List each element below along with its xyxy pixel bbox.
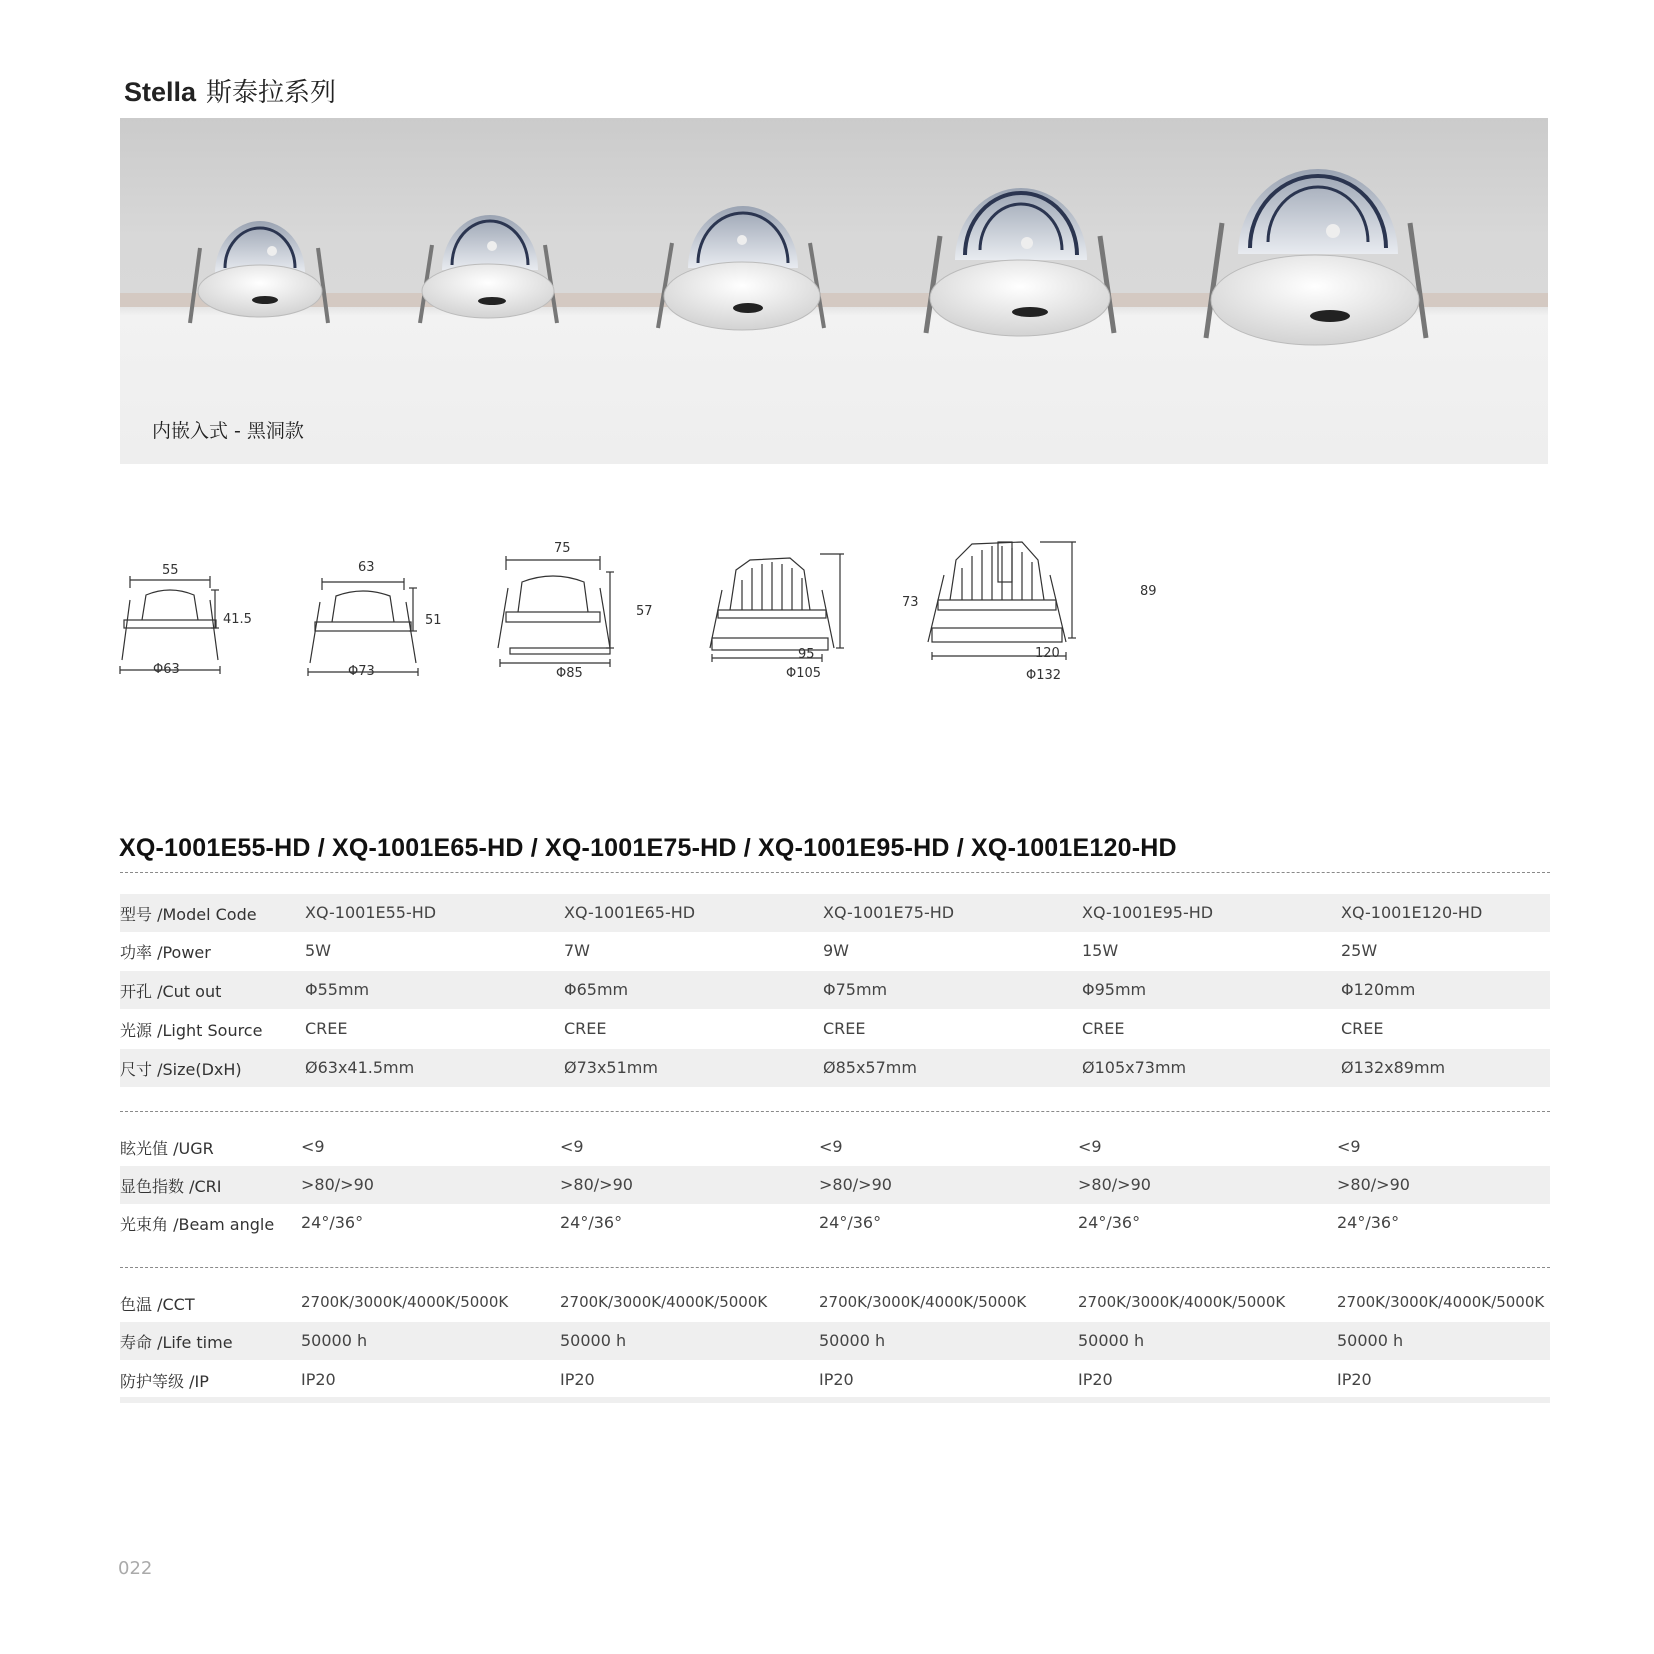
spec-value: Ø85x57mm bbox=[823, 1058, 917, 1077]
spec-label: 眩光值 /UGR bbox=[120, 1139, 214, 1158]
spec-value: 5W bbox=[305, 941, 331, 960]
dim-top-75: 75 bbox=[554, 541, 571, 556]
spec-row-cut-out bbox=[120, 971, 1550, 1009]
spec-label: 光束角 /Beam angle bbox=[120, 1215, 275, 1234]
lamp-photo-120 bbox=[1206, 169, 1426, 345]
spec-row-ugr bbox=[120, 1128, 1550, 1166]
lamp-photo-55 bbox=[190, 221, 328, 323]
spec-value: <9 bbox=[301, 1137, 325, 1156]
product-banner bbox=[120, 118, 1548, 464]
dim-top-120: 120 bbox=[1035, 646, 1060, 661]
spec-value: Ø132x89mm bbox=[1341, 1058, 1446, 1077]
divider bbox=[120, 872, 1550, 873]
spec-label: 显色指数 /CRI bbox=[120, 1177, 222, 1196]
spec-value: 50000 h bbox=[1078, 1331, 1145, 1350]
spec-value: >80/>90 bbox=[560, 1175, 633, 1194]
spec-value: CREE bbox=[305, 1019, 348, 1038]
divider bbox=[120, 1267, 1550, 1268]
series-name: 斯泰拉系列 bbox=[206, 78, 337, 108]
spec-value: 50000 h bbox=[1337, 1331, 1404, 1350]
spec-value: Φ120mm bbox=[1341, 980, 1416, 999]
spec-value: 24°/36° bbox=[301, 1213, 364, 1232]
drawing-95 bbox=[710, 554, 844, 662]
spec-row-cct bbox=[120, 1284, 1550, 1322]
dim-top-95: 95 bbox=[798, 647, 815, 662]
drawing-65 bbox=[308, 578, 418, 676]
spec-row-power bbox=[120, 932, 1550, 970]
spec-label: 型号 /Model Code bbox=[120, 905, 257, 924]
spec-value: >80/>90 bbox=[1078, 1175, 1151, 1194]
lamp-photo-65 bbox=[420, 215, 557, 323]
table-footer-band bbox=[120, 1397, 1550, 1403]
dim-top-65: 63 bbox=[358, 560, 375, 575]
spec-value: 15W bbox=[1082, 941, 1119, 960]
spec-value: XQ-1001E120-HD bbox=[1341, 903, 1483, 922]
spec-value: IP20 bbox=[1337, 1370, 1372, 1389]
brand-name: Stella bbox=[124, 77, 197, 107]
spec-value: 24°/36° bbox=[1337, 1213, 1400, 1232]
spec-value: XQ-1001E55-HD bbox=[305, 903, 437, 922]
spec-value: Ø73x51mm bbox=[564, 1058, 658, 1077]
page-number: 022 bbox=[118, 1558, 153, 1579]
spec-value: 2700K/3000K/4000K/5000K bbox=[1337, 1293, 1545, 1311]
spec-row-size bbox=[120, 1049, 1550, 1087]
dim-height-75: 57 bbox=[636, 604, 653, 619]
drawing-120 bbox=[928, 542, 1076, 660]
model-heading: XQ-1001E55-HD / XQ-1001E65-HD / XQ-1001E75-HD / XQ-1001E95-HD / XQ-1001E120-HD bbox=[119, 834, 1177, 862]
spec-value: CREE bbox=[823, 1019, 866, 1038]
spec-value: 9W bbox=[823, 941, 849, 960]
dim-outer-120: Φ132 bbox=[1026, 668, 1062, 683]
spec-value: 24°/36° bbox=[1078, 1213, 1141, 1232]
spec-value: 2700K/3000K/4000K/5000K bbox=[301, 1293, 509, 1311]
banner-caption: 内嵌入式 - 黑洞款 bbox=[152, 420, 304, 442]
spec-label: 尺寸 /Size(DxH) bbox=[120, 1060, 242, 1079]
dim-outer-55: Φ63 bbox=[153, 662, 180, 677]
spec-value: CREE bbox=[564, 1019, 607, 1038]
drawing-55 bbox=[120, 576, 220, 674]
dim-height-65: 51 bbox=[425, 613, 442, 628]
spec-value: >80/>90 bbox=[301, 1175, 374, 1194]
spec-value: 7W bbox=[564, 941, 590, 960]
spec-value: CREE bbox=[1082, 1019, 1125, 1038]
spec-label: 寿命 /Life time bbox=[120, 1333, 233, 1352]
dim-outer-95: Φ105 bbox=[786, 666, 822, 681]
spec-value: IP20 bbox=[1078, 1370, 1113, 1389]
spec-label: 功率 /Power bbox=[120, 943, 211, 962]
spec-value: XQ-1001E75-HD bbox=[823, 903, 955, 922]
spec-value: IP20 bbox=[560, 1370, 595, 1389]
dim-top-55: 55 bbox=[162, 563, 179, 578]
spec-row-model-code bbox=[120, 894, 1550, 932]
spec-row-beam-angle bbox=[120, 1204, 1550, 1242]
spec-value: CREE bbox=[1341, 1019, 1384, 1038]
spec-value: 24°/36° bbox=[819, 1213, 882, 1232]
spec-row-life-time bbox=[120, 1322, 1550, 1360]
spec-value: IP20 bbox=[819, 1370, 854, 1389]
spec-value: 2700K/3000K/4000K/5000K bbox=[819, 1293, 1027, 1311]
spec-value: Φ65mm bbox=[564, 980, 629, 999]
spec-value: 24°/36° bbox=[560, 1213, 623, 1232]
spec-value: Φ55mm bbox=[305, 980, 370, 999]
spec-value: <9 bbox=[1078, 1137, 1102, 1156]
dim-height-120: 89 bbox=[1140, 584, 1157, 599]
spec-value: Φ75mm bbox=[823, 980, 888, 999]
spec-value: <9 bbox=[819, 1137, 843, 1156]
spec-value: >80/>90 bbox=[1337, 1175, 1410, 1194]
dim-height-55: 41.5 bbox=[223, 612, 252, 627]
spec-value: 50000 h bbox=[560, 1331, 627, 1350]
drawing-75 bbox=[498, 556, 614, 667]
lamp-photo-75 bbox=[658, 206, 824, 330]
dim-outer-65: Φ73 bbox=[348, 664, 375, 679]
spec-value: Φ95mm bbox=[1082, 980, 1147, 999]
lamp-photo-95 bbox=[926, 188, 1114, 336]
dim-outer-75: Φ85 bbox=[556, 666, 583, 681]
spec-value: 50000 h bbox=[819, 1331, 886, 1350]
spec-value: 25W bbox=[1341, 941, 1378, 960]
spec-label: 防护等级 /IP bbox=[120, 1372, 209, 1391]
spec-row-light-source bbox=[120, 1010, 1550, 1048]
spec-value: IP20 bbox=[301, 1370, 336, 1389]
spec-value: 2700K/3000K/4000K/5000K bbox=[560, 1293, 768, 1311]
divider bbox=[120, 1111, 1550, 1112]
spec-value: XQ-1001E95-HD bbox=[1082, 903, 1214, 922]
series-title bbox=[124, 72, 336, 109]
spec-value: Ø105x73mm bbox=[1082, 1058, 1187, 1077]
spec-value: <9 bbox=[560, 1137, 584, 1156]
spec-label: 光源 /Light Source bbox=[120, 1021, 263, 1040]
product-photo bbox=[120, 118, 1548, 464]
spec-value: 2700K/3000K/4000K/5000K bbox=[1078, 1293, 1286, 1311]
dim-height-95: 73 bbox=[902, 595, 919, 610]
spec-value: Ø63x41.5mm bbox=[305, 1058, 415, 1077]
spec-value: 50000 h bbox=[301, 1331, 368, 1350]
spec-value: XQ-1001E65-HD bbox=[564, 903, 696, 922]
spec-row-cri bbox=[120, 1166, 1550, 1204]
spec-value: >80/>90 bbox=[819, 1175, 892, 1194]
spec-row-ip bbox=[120, 1361, 1550, 1399]
spec-label: 色温 /CCT bbox=[120, 1295, 195, 1314]
spec-label: 开孔 /Cut out bbox=[120, 982, 222, 1001]
spec-value: <9 bbox=[1337, 1137, 1361, 1156]
